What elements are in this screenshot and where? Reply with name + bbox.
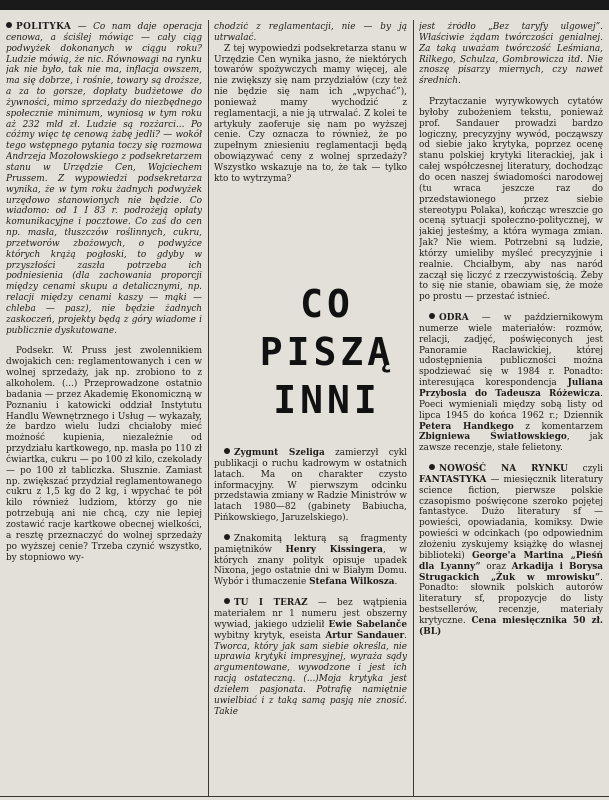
szeliga-name: Zygmunt Szeliga — [234, 448, 325, 458]
handke-name: Petera Handkego — [419, 421, 514, 432]
signature: (BL) — [419, 626, 442, 637]
pruss-text: Podsekr. W. Pruss jest zwolennikiem dwojakich cen: reglamentowanych i cen w wolnej sprzedaży, jak np. zrobiono to z alkoholem. (...) Przeprowadzone ostatnio badania — przez Akademię Ekonomiczną w Poznaniu i katowicki oddział Instytutu Handlu Wewnętrznego i Usług — wykazały, że bardzo wielu ludzi chciałoby mieć możność kupienia, niezależnie od przydziału kartkowego, np. masła po 110 zł ćwiartka, cukru — po 100 zł kilo, czekolady — po 100 zł tabliczka. Słusznie. Zamiast np. zwiększać przydział reglamentowanego cukru z 1,5 kg do 2 kg, i wpychać te pół kilo również ludziom, którzy go nie potrzebują ani nie chcą, czy nie lepiej zostawić racje kartkowe obecnej wielkości, a resztę przeznaczyć do wolnej sprzedaży po wyższej cenie? Trzeba czynić wszystko, by stopniowo wy- — [6, 346, 202, 563]
martin-title: „Pieśń dla Lyanny” — [419, 550, 603, 572]
continuation-text: chodzić z reglamentacji, nie — by ją utrwalać. — [214, 22, 407, 43]
pruss-paragraph — [6, 346, 202, 563]
fantastyka-mid: — miesięcznik literatury science fiction, pierwsze polskie czasopismo poświęcone szeroko pojętej fantastyce. Dużo literatury sf — powieści, opowiadania, komiksy. Dwie powieści w odcinkach (po odpowiednim złożeniu zyskujemy książkę do własnej biblioteki) — [419, 474, 603, 561]
odra-mid: . Poeci wymieniali między sobą listy od lipca 1945 do końca 1962 r.; Dziennik — [419, 389, 603, 421]
odra-label: ODRA — [439, 313, 469, 324]
odra-mid2: z komentarzem — [525, 421, 603, 432]
politics-text: — Co nam daje operacja cenowa, a ściślej mówiąc — cały ciąg podwyżek dokonanych w ciągu roku? Ludzie mówią, że nic. Równowagi na rynku jak nie było, tak nie ma, inflacja owszem, ma się dobrze, i rośnie, towary są droższe, a za to gorsze, dopłaty budżetowe do żywności, mimo sprzedaży do niezbędnego społecznie minimum, wyniosą w tym roku aż 232 mld zł. Ludzie są rozżarci... Po cóżmy więc tę cenową żabę jedli? — wokół tego wstępnego pytania toczy się rozmowa Andrzeja Mozołowskiego z podsekretarzem stanu w Urzędzie Cen, Wojciechem Prussem. Z wypowiedzi podsekretarza wynika, że w tym roku żadnych podwyżek urzędowo stanowionych nie będzie. Co wiadomo: od 1 I 83 r. podrożeją opłaty komunikacyjne i pocztowe. Co zaś do cen np. masła, tłuszczów roślinnych, cukru, przetworów zbożowych, o podwyżce których krążą pogłoski, to gdyby w przyszłości zaszła potrzeba ich podniesienia (dla zachowania proporcji między cenami skupu a detalicznymi, np. relacji między cenami kaszy — mąki — chleba — pasz), nie będzie żadnych zaskoczeń, projekty będą z góry wiadome i publicznie dyskutowane. — [6, 22, 202, 336]
tu-i-teraz-pre: — bez wątpienia materiałem nr 1 numeru jest obszerny wywiad, jakiego udzielił — [214, 598, 407, 630]
commentary-paragraph — [214, 44, 407, 185]
sandauer-quote-paragraph — [419, 22, 603, 87]
tu-i-teraz-paragraph — [214, 598, 407, 717]
fantastyka-post: . Ponadto: słownik polskich autorów literatury sf, propozycje do listy bestsellerów, recenzje, materiały krytyczne. — [419, 572, 603, 626]
przybos-rozewicz: Juliana Przybosia do Tadeusza Różewicza — [419, 378, 603, 399]
szeliga-paragraph — [214, 448, 407, 524]
continuation-paragraph — [214, 22, 407, 44]
column-3 — [419, 22, 603, 794]
swiatlowski-name: Zbigniewa Światłowskiego — [419, 432, 567, 443]
top-border — [0, 0, 609, 10]
odra-paragraph — [419, 313, 603, 454]
odra-post: , jak zawsze recenzje, stałe felietony. — [419, 432, 603, 454]
interviewer-name: Ewie Sabelanče — [328, 619, 407, 630]
headline-line-3: INNI — [273, 378, 381, 422]
odra-pre: — w październikowym numerze wiele materiałów: rozmów, relacji, zadjęć, poświęconych jest Panoramie Racławickiej, której udostępnienia publiczności można spodziewać się w 1984 r. Ponadto: interesująca korespondencja — [419, 313, 603, 389]
commentary-text: Z tej wypowiedzi podsekretarza stanu w Urzędzie Cen wynika jasno, że niektórych towarów spożywczych mamy więcej, ale nie zwiększy się nam przydziałów (czy też nie będzie się nam ich „wpychać”), ponieważ mamy wychodzić z reglamentacji, a nie ją utrwalać. Z kolei te artykuły zaoferuje się nam po wyższej cenie. Czy oznacza to również, że po zupełnym zniesieniu reglamentacji będą obowiązywać ceny z wolnej sprzedaży? Wszystko wskazuje na to, że tak — tylko kto to wytrzyma? — [214, 43, 407, 184]
bullet-icon — [224, 534, 230, 540]
column-1 — [6, 22, 202, 794]
bullet-icon — [429, 313, 435, 319]
column-2 — [214, 22, 407, 262]
sandauer-quote-text: jest źródło „Bez taryfy ulgowej”. Właściwie żądam twórczości genialnej. Za taką uważam twórczość Leśmiana, Rilkego, Schulza, Gombrowicza itd. Nie znoszę pisarzy miernych, czy nawet średnich. — [419, 22, 603, 87]
tu-i-teraz-mid: wybitny krytyk, eseista — [214, 630, 321, 641]
politics-label: POLITYKA — [16, 22, 72, 32]
bottom-rule — [0, 796, 609, 797]
column-rule-left — [208, 20, 209, 796]
szeliga-text: zamierzył cykl publikacji o ruchu kadrowym w ostatnich latach. Ma on charakter czysto informacyjny. W pierwszym odcinku przedstawia zmiany w Radzie Ministrów w latach 1980—82 (gabinety Babiucha, Pińkowskiego, Jaruzelskiego). — [214, 448, 407, 524]
tu-i-teraz-post: . Tworca, który jak sam siebie określa, nie uprawia krytyki impresyjnej, wyraża sądy argumentowane, wywodzone i jest ich racją ostateczną. (...)Moja krytyka jest dziełem pasjonata. Potrafię namiętnie uwielbiać i z taką samą pasją nie znosić. Takie — [214, 630, 407, 717]
kissinger-label: Znakomitą — [234, 533, 283, 544]
translator-name: Stefana Wilkosza — [309, 577, 395, 588]
bullet-icon — [224, 448, 230, 454]
martin-name: George'a Martina — [471, 550, 564, 561]
fantastyka-paragraph — [419, 464, 603, 638]
kissinger-paragraph: Znakomitą lekturą są fragmenty pamiętników Henry Kissingera, w których znany polityk opisuje upadek Nixona, jego ostatnie dni w Białym Domu. Wybór i tłumaczenie Stefana Wilkosza. — [214, 533, 407, 588]
fantastyka-and: oraz — [486, 561, 506, 572]
fantastyka-title: FANTASTYKA — [419, 474, 487, 485]
kissinger-name: Henry Kissingera — [285, 544, 383, 555]
column-2-lower — [214, 448, 407, 794]
tu-i-teraz-label: TU I TERAZ — [234, 598, 308, 609]
kissinger-pre: lekturą są fragmenty pamiętników — [214, 533, 407, 555]
fantastyka-pre: czyli — [582, 464, 603, 475]
fantastyka-price: Cena miesięcznika 50 zł. — [471, 615, 603, 626]
section-headline — [243, 280, 411, 424]
summary-paragraph — [419, 97, 603, 303]
sandauer-name: Artur Sandauer — [325, 630, 405, 641]
bullet-icon — [429, 464, 435, 470]
headline-line-1: CO — [300, 282, 354, 326]
politics-paragraph — [6, 22, 202, 336]
headline-line-2: PISZĄ — [259, 330, 395, 374]
summary-text: Przytaczanie wyrywkowych cytatów byłoby zubożeniem tekstu, ponieważ prof. Sandauer prowadzi bardzo logiczny, precyzyjny wywód, począwszy od siebie jako krytyka, poprzez ocenę stanu polskiej krytyki literackiej, jak i całej współczesnej literatury, dochodząc do ocen naszej świadomości narodowej (tu wraca jeszcze raz do przedstawionego przez siebie stereotypu Polaka), kończąc wreszcie go oceną sytuacji społeczno-politycznej, w jakiej jesteśmy, a która wymaga zmian. Jak? Nie wiem. Potrzebni są ludzie, którzy umieliby myśleć precyzyjnie i realnie. Chciałbym, aby nas naród zaczął się liczyć z rzeczywistością. Żeby to się nie stanie, obawiam się, że może po prostu — przestać istnieć. — [419, 97, 603, 303]
strugacki-title: „Żuk w mrowisku” — [490, 572, 601, 583]
bullet-icon — [224, 598, 230, 604]
kissinger-mid: , w których znany polityk opisuje upadek Nixona, jego ostatnie dni w Białym Domu. Wybór i tłumaczenie — [214, 544, 407, 588]
strugacki-name: Arkadija i Borysa Strugackich — [419, 561, 603, 583]
column-rule-right — [413, 20, 414, 796]
nowosc-label: NOWOŚĆ NA RYNKU — [439, 464, 568, 475]
bullet-icon — [6, 22, 12, 28]
